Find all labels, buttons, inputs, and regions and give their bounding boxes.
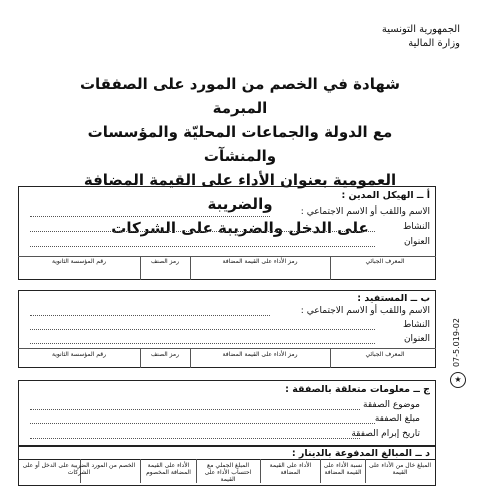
divider [196, 459, 197, 483]
divider [140, 459, 141, 483]
divider [140, 256, 141, 280]
tax-id-label: المعرف الجبائي [365, 258, 405, 265]
deal-subject-label: موضوع الصفقة [363, 400, 420, 410]
divider [330, 348, 331, 368]
vat-code-label: رمز الأداء على القيمة المضافة [222, 351, 298, 358]
deal-amount-label: مبلغ الصفقة [374, 414, 420, 424]
deal-subject-field[interactable] [30, 409, 360, 410]
beneficiary-name-field[interactable] [30, 315, 270, 316]
column-header: الأداء على القيمة المضافة [269, 462, 312, 476]
section-a-code-row [18, 256, 436, 257]
beneficiary-activity-label: النشاط [402, 320, 430, 330]
section-b-code-row [18, 348, 436, 349]
divider [190, 256, 191, 280]
secondary-establishment-label: رقم المؤسسة الثانوية [51, 258, 107, 265]
beneficiary-address-field[interactable] [30, 343, 375, 344]
divider [260, 459, 261, 483]
column-header: نسبة الأداء على القيمة المضافة [323, 462, 363, 476]
title-line: مع الدولة والجماعات المحليّة والمؤسسات والمنشآت [87, 123, 393, 165]
section-c-title: ج ــ معلومات متعلقة بالصفقة : [285, 384, 430, 395]
seal-icon: ★ [450, 372, 466, 388]
section-d-title: د ــ المبالغ المدفوعة بالدينار : [291, 448, 430, 459]
debtor-address-label: العنوان [403, 237, 430, 247]
deal-date-label: تاريخ إبرام الصفقة [351, 429, 420, 439]
form-code: 07-5.019-02 [452, 318, 461, 368]
debtor-activity-field[interactable] [30, 231, 375, 232]
deal-date-field[interactable] [30, 438, 360, 439]
column-header: المبلغ الجملي مع احتساب الأداء على القيمة [204, 462, 252, 483]
column-header: المبلغ خال من الأداء على القيمة [368, 462, 432, 476]
debtor-address-field[interactable] [30, 246, 375, 247]
divider [190, 348, 191, 368]
secondary-establishment-label: رقم المؤسسة الثانوية [51, 351, 107, 358]
debtor-name-label: الاسم واللقب أو الاسم الاجتماعي : [300, 207, 430, 217]
divider [330, 256, 331, 280]
deal-amount-field[interactable] [30, 423, 375, 424]
ministry-name: وزارة المالية [408, 38, 460, 49]
debtor-name-field[interactable] [30, 216, 270, 217]
section-a-title: أ ــ الهيكل المدين : [341, 190, 430, 201]
country-name: الجمهورية التونسية [381, 24, 460, 35]
debtor-activity-label: النشاط [402, 222, 430, 232]
column-header: الخصم من المورد الضريبة على الدخل أو على الشركات [22, 462, 136, 476]
divider [140, 348, 141, 368]
beneficiary-address-label: العنوان [403, 334, 430, 344]
vat-code-label: رمز الأداء على القيمة المضافة [222, 258, 298, 265]
title-line: شهادة في الخصم من المورد على الصفقات المبرمة [79, 75, 401, 117]
title-line: العمومية بعنوان الأداء على القيمة المضافة والضريبة [83, 171, 397, 213]
title-line: على الدخل والضريبة على الشركات [111, 219, 369, 237]
tax-id-label: المعرف الجبائي [365, 351, 405, 358]
category-code-label: رمز الصنف [150, 258, 180, 265]
category-code-label: رمز الصنف [150, 351, 180, 358]
section-b-title: ب ــ المستفيد : [357, 293, 430, 304]
beneficiary-name-label: الاسم واللقب أو الاسم الاجتماعي : [300, 306, 430, 316]
column-header: الأداء على القيمة المضافة المخصوم [146, 462, 191, 476]
divider [320, 459, 321, 483]
divider [365, 459, 366, 483]
beneficiary-activity-field[interactable] [30, 329, 375, 330]
